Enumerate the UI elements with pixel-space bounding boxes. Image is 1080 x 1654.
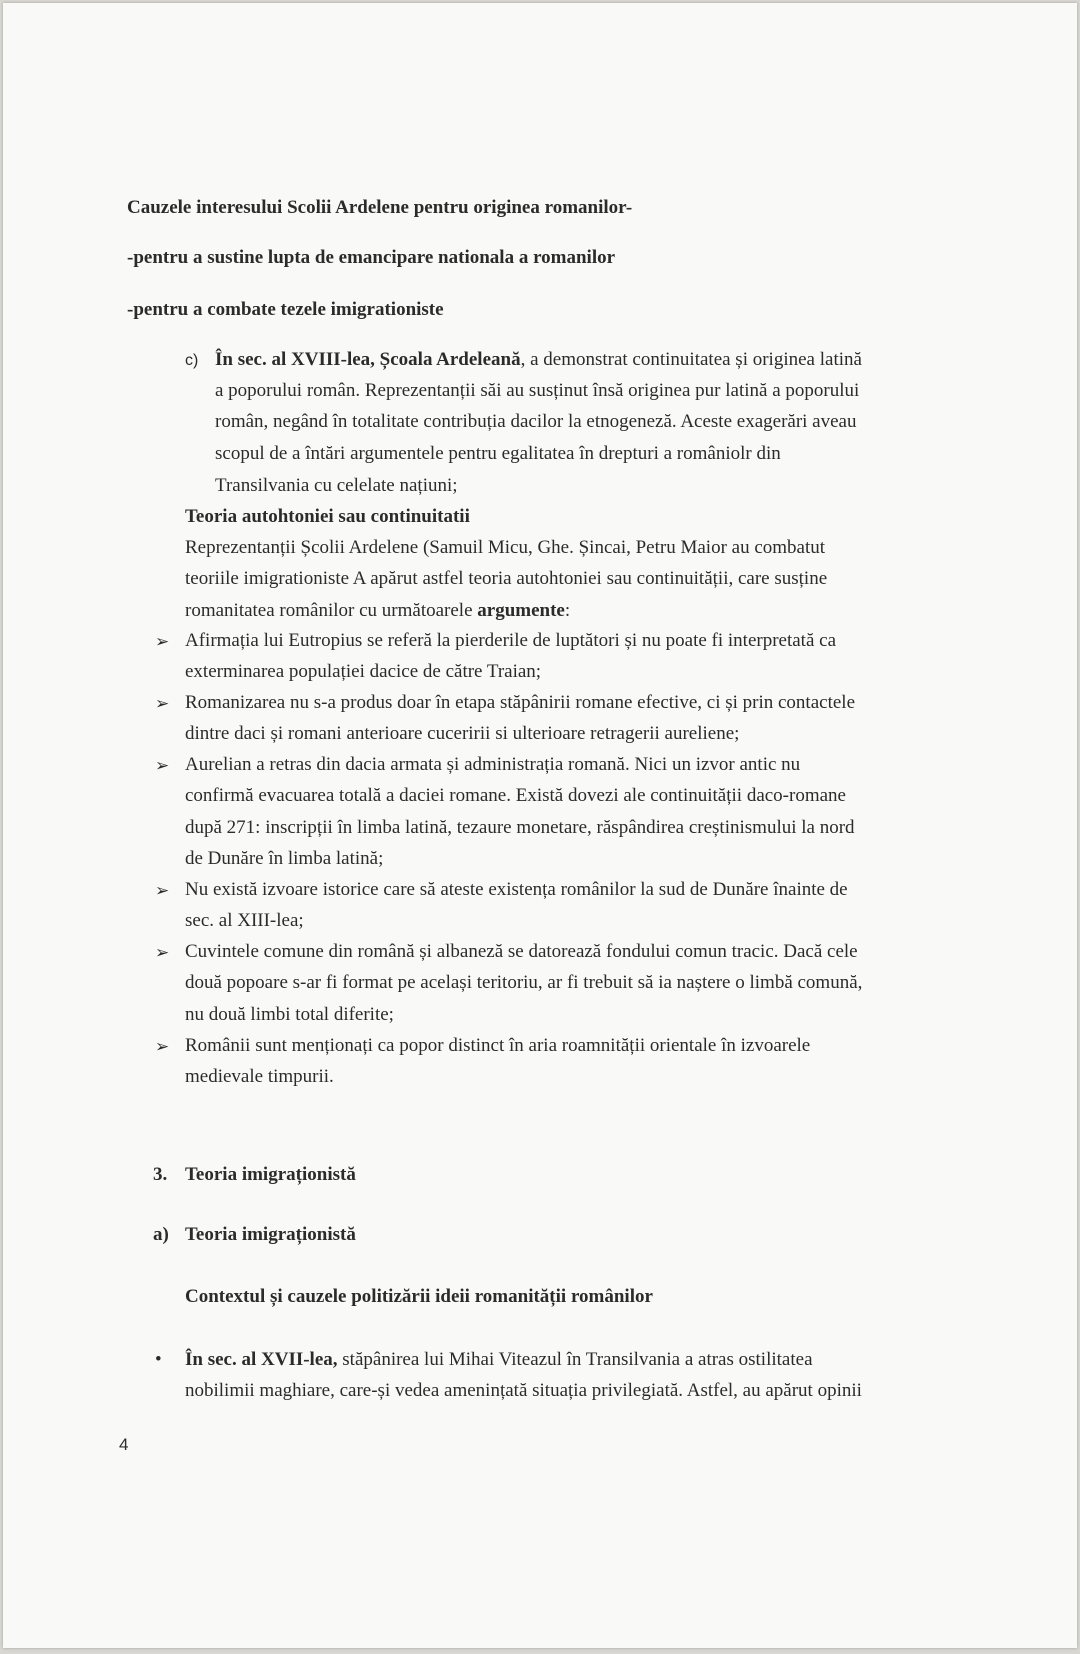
bullet-bold-lead: În sec. al XVII-lea, (185, 1349, 338, 1370)
c-rest: , a demonstrat continuitatea și originea latină (520, 349, 862, 370)
subsection-title: Teoria imigraționistă (185, 1224, 356, 1245)
cause-item-2: -pentru a combate tezele imigrationiste (127, 299, 444, 320)
argument-5-line-1: Cuvintele comune din română și albaneză se datorează fondului comun tracic. Dacă cele (185, 941, 858, 962)
section-number: 3. (153, 1164, 168, 1185)
argument-3-line-4: de Dunăre în limba latină; (185, 848, 384, 869)
argument-3-line-2: confirmă evacuarea totală a daciei romane. Există dovezi ale continuității daco-romane (185, 785, 846, 806)
argument-6-line-1: Românii sunt menționați ca popor distinct în aria roamnității orientale în izvoarele (185, 1035, 811, 1056)
argument-4-line-2: sec. al XIII-lea; (185, 910, 304, 931)
argument-3-line-1: Aurelian a retras din dacia armata și administrația romană. Nici un izvor antic nu (185, 754, 801, 775)
paragraph-c-line-4: scopul de a întări argumentele pentru egalitatea în drepturi a româniolr din (215, 443, 781, 464)
paragraph-c-line-1 (215, 349, 862, 371)
arrow-bullet-icon: ➢ (155, 632, 170, 651)
argument-1-line-2: exterminarea populației dacice de către Traian; (185, 661, 542, 682)
page-number: 4 (119, 1435, 129, 1454)
argument-2-line-2: dintre daci și romani anterioare cuceririi si ulterioare retragerii aureliene; (185, 723, 740, 744)
paragraph-c-line-3: român, negând în totalitate contribuția dacilor la etnogeneză. Aceste exagerări aveau (215, 411, 857, 432)
argument-2-line-1: Romanizarea nu s-a produs doar în etapa stăpânirii romane efective, ci și prin contactele (185, 692, 856, 713)
round-bullet-icon: • (155, 1349, 162, 1370)
argument-3-line-3: după 271: inscripții în limba latină, tezaure monetare, răspândirea creștinismului la nord (185, 817, 855, 838)
list-marker-c: c) (185, 352, 199, 369)
argument-5-line-3: nu două limbi total diferite; (185, 1004, 394, 1025)
theory-title: Teoria autohtoniei sau continuitatii (185, 506, 470, 527)
paragraph-c-line-2: a poporului român. Reprezentanții săi au susținut însă originea pur latină a poporului (215, 380, 860, 401)
paragraph-c-line-5: Transilvania cu celelate națiuni; (215, 475, 458, 496)
subsection-marker: a) (153, 1224, 169, 1245)
bullet-paragraph-line-1: În sec. al XVII-lea, stăpânirea lui Mihai Viteazul în Transilvania a atras ostilitatea (185, 1349, 813, 1370)
argument-5-line-2: două popoare s-ar fi format pe același teritoriu, ar fi trebuit să ia naștere o limbă comună, (185, 972, 863, 993)
arrow-bullet-icon: ➢ (155, 943, 170, 962)
argument-6-line-2: medievale timpurii. (185, 1066, 334, 1087)
argument-4-line-1: Nu există izvoare istorice care să ateste existența românilor la sud de Dunăre înainte de (185, 879, 848, 900)
context-title: Contextul și cauzele politizării ideii romanității românilor (185, 1286, 653, 1307)
intro-line-2: teoriile imigrationiste A apărut astfel teoria autohtoniei sau continuității, care susține (185, 568, 828, 589)
arrow-bullet-icon: ➢ (155, 1037, 170, 1056)
causes-heading: Cauzele interesului Scolii Ardelene pentru originea romanilor- (127, 197, 633, 218)
cause-item-1: -pentru a sustine lupta de emancipare nationala a romanilor (127, 247, 616, 268)
arrow-bullet-icon: ➢ (155, 694, 170, 713)
arrow-bullet-icon: ➢ (155, 881, 170, 900)
c-bold-lead: În sec. al XVIII-lea, Școala Ardeleană (215, 349, 521, 370)
intro-bold-word: argumente (477, 600, 565, 621)
section-title: Teoria imigraționistă (185, 1164, 356, 1185)
arrow-bullet-icon: ➢ (155, 756, 170, 775)
intro-line-3: romanitatea românilor cu următoarele argumente: (185, 600, 571, 621)
argument-1-line-1: Afirmația lui Eutropius se referă la pierderile de luptători și nu poate fi interpretată ca (185, 630, 837, 651)
document-page (3, 3, 1077, 1648)
bullet-paragraph-line-2: nobilimii maghiare, care-și vedea amenințată situația privilegiată. Astfel, au apărut opinii (185, 1380, 862, 1401)
intro-line-1: Reprezentanții Școlii Ardelene (Samuil Micu, Ghe. Șincai, Petru Maior au combatut (185, 537, 826, 558)
